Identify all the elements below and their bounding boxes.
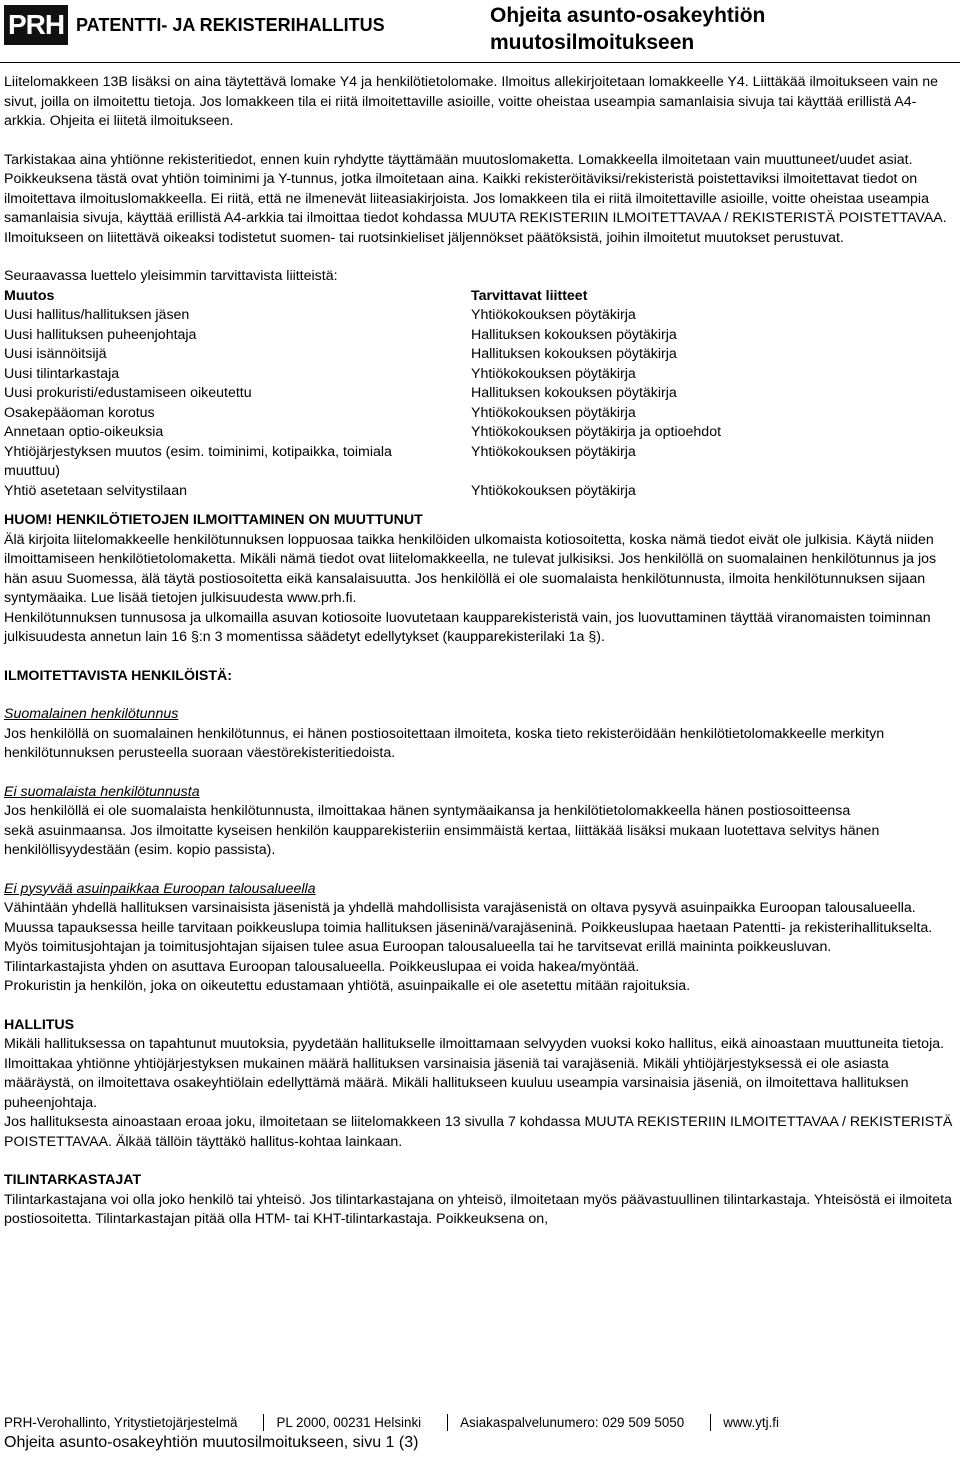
attachment-item: Yhtiökokouksen pöytäkirja ja optioehdot	[471, 424, 722, 440]
logo-text: PATENTTI- JA REKISTERIHALLITUS	[76, 14, 385, 35]
footer-contact	[4, 1414, 958, 1431]
persons-title: ILMOITETTAVISTA HENKILÖISTÄ:	[4, 667, 233, 684]
footer-separator	[263, 1414, 264, 1431]
attachment-item: Hallituksen kokouksen pöytäkirja	[471, 346, 677, 362]
eea-paragraph-1: Vähintään yhdellä hallituksen varsinaisista jäsenistä ja yhdellä mahdollisista varajäsenistä on oltava pysyvä asuinpaikka Euroopan talousalueella. Muussa tapauksessa heille tarvitaan poikkeuslupa toimia hallituksen jäseninä/varajäseninä. Poikkeuslupaa haetaan Patentti- ja rekisterihallitukselta.	[4, 900, 933, 936]
attachments-table	[4, 287, 958, 502]
attachments-header: Tarvittavat liitteet	[471, 287, 588, 304]
attachments-column	[471, 287, 951, 502]
document-title-line1: Ohjeita asunto-osakeyhtiön	[490, 4, 766, 27]
page-number: Ohjeita asunto-osakeyhtiön muutosilmoitukseen, sivu 1 (3)	[4, 1434, 419, 1451]
attachment-item: Yhtiökokouksen pöytäkirja	[471, 307, 636, 323]
page-header	[0, 0, 960, 58]
finnish-id-title: Suomalainen henkilötunnus	[4, 706, 179, 722]
attachment-item: Yhtiökokouksen pöytäkirja	[471, 365, 636, 382]
document-title-line2: muutosilmoitukseen	[490, 31, 695, 54]
huom-paragraph-1: Älä kirjoita liitelomakkeelle henkilötunnuksen loppuosaa taikka henkilöiden ulkomaista kotiosoitetta, koska nämä tiedot eivät ole julkisia. Käytä niiden ilmoittamiseen henkilötietolomaketta. Mikäli nämä tiedot ovat liitelomakkeella, ne tulevat julkisiksi. Jos henkilöllä on suomalainen henkilötunnus ja jos hän asuu Suomessa, älä täytä postiosoitetta eikä kansalaisuutta. Jos henkilöllä ei ole suomalaista henkilötunnusta, ilmoita henkilötunnuksen sijaan syntymäaika. Lue lisää tietojen julkisuudesta www.prh.fi.	[4, 531, 937, 606]
board-paragraph-1: Mikäli hallituksessa on tapahtunut muutoksia, pyydetään hallitukselle ilmoittamaan selvyyden vuoksi koko hallitus, eikä ainoastaan muuttuneita tietoja. Ilmoittakaa yhtiönne yhtiöjärjestyksen mukainen määrä hallituksen varsinaisia jäseniä tai varajäseniä. Mikäli yhtiöjärjestyksessä ei ole asiasta määräystä, on ilmoitettava osakeyhtiölain edellyttämä määrä. Mikäli hallitukseen kuuluu useampia varsinaisia jäseniä, on ilmoitettava hallituksen puheenjohtaja.	[4, 1036, 945, 1111]
no-finnish-id-title: Ei suomalaista henkilötunnusta	[4, 783, 200, 800]
eea-paragraph-3: Tilintarkastajista yhden on asuttava Euroopan talousalueella. Poikkeuslupaa ei voida hakea/myöntää.	[4, 958, 640, 975]
change-item: Uusi tilintarkastaja	[4, 365, 120, 382]
change-item: Uusi hallituksen puheenjohtaja	[4, 326, 197, 343]
attachment-item: Hallituksen kokouksen pöytäkirja	[471, 326, 677, 343]
change-item: Uusi prokuristi/edustamiseen oikeutettu	[4, 385, 252, 401]
eea-paragraph-4: Prokuristin ja henkilön, joka on oikeutettu edustamaan yhtiötä, asuinpaikalle ei ole asetettu mitään rajoituksia.	[4, 978, 691, 994]
footer-separator	[447, 1414, 448, 1431]
change-item: Osakepääoman korotus	[4, 404, 155, 421]
no-finnish-id-text-1: Jos henkilöllä ei ole suomalaista henkilötunnusta, ilmoittakaa hänen syntymäaikansa ja henkilötietolomakkeella hänen postiosoitteensa	[4, 803, 851, 819]
attachment-item: Yhtiökokouksen pöytäkirja	[471, 443, 636, 460]
no-finnish-id-text-2: sekä asuinmaansa. Jos ilmoitatte kyseisen henkilön kaupparekisteriin ensimmäistä kertaa, liittäkää lisäksi mukaan luotettava selvitys hänen henkilöllisyydestään (esim. kopio passista).	[4, 822, 880, 858]
huom-title: HUOM! HENKILÖTIETOJEN ILMOITTAMINEN ON MUUTTUNUT	[4, 512, 423, 528]
change-item: Yhtiöjärjestyksen muutos (esim. toiminimi, kotipaikka, toimiala muuttuu)	[4, 443, 392, 479]
intro-paragraph-1: Liitelomakkeen 13B lisäksi on aina täytettävä lomake Y4 ja henkilötietolomake. Ilmoitus allekirjoitetaan lomakkeelle Y4. Liittäkää ilmoitukseen vain ne sivut, joilla on ilmoitettu tietoja. Jos lomakkeen tila ei riitä ilmoitettaville asioille, voitte oheistaa useampia samanlaisia sivuja tai käyttää erillistä A4-arkkia. Ohjeita ei liitetä ilmoitukseen.	[4, 74, 938, 129]
auditors-paragraph-1: Tilintarkastajana voi olla joko henkilö tai yhteisö. Jos tilintarkastajana on yhteisö, ilmoitetaan myös päävastuullinen tilintarkastaja. Yhteisöstä ei ilmoiteta postiosoitetta. Tilintarkastajan pitää olla HTM- tai KHT-tilintarkastaja. Poikkeuksena on,	[4, 1191, 952, 1227]
attachments-intro: Seuraavassa luettelo yleisimmin tarvittavista liitteistä:	[4, 268, 338, 284]
attachment-item: Yhtiökokouksen pöytäkirja	[471, 404, 636, 421]
document-body	[4, 73, 958, 1230]
footer-address: PL 2000, 00231 Helsinki	[276, 1415, 422, 1430]
change-item: Yhtiö asetetaan selvitystilaan	[4, 482, 187, 499]
footer-phone: Asiakaspalvelunumero: 029 509 5050	[460, 1415, 685, 1430]
footer-web-link[interactable]: www.ytj.fi	[723, 1415, 780, 1430]
auditors-title: TILINTARKASTAJAT	[4, 1172, 142, 1188]
footer-org: PRH-Verohallinto, Yritystietojärjestelmä	[4, 1415, 238, 1430]
huom-paragraph-2: Henkilötunnuksen tunnusosa ja ulkomailla asuvan kotiosoite luovutetaan kaupparekisteristä vain, jos luovuttaminen täyttää viranomaisten toiminnan julkisuudesta annetun lain 16 §:n 3 momentissa säädetyt edellytykset (kaupparekisterilaki 1a §).	[4, 609, 931, 645]
finnish-id-text: Jos henkilöllä on suomalainen henkilötunnus, ei hänen postiosoitettaan ilmoiteta, koska tieto rekisteröidään henkilötietolomakkeelle merkityn henkilötunnuksen perusteella suoraan väestörekisteritiedoista.	[4, 725, 885, 761]
attachment-item: Yhtiökokouksen pöytäkirja	[471, 482, 636, 499]
board-title: HALLITUS	[4, 1016, 75, 1033]
change-item: Uusi isännöitsijä	[4, 346, 107, 362]
change-item: Annetaan optio-oikeuksia	[4, 424, 164, 440]
footer-separator	[710, 1414, 711, 1431]
prh-logo	[4, 5, 385, 45]
eea-title: Ei pysyvää asuinpaikkaa Euroopan talousalueella	[4, 880, 316, 897]
board-paragraph-2: Jos hallituksesta ainoastaan eroaa joku, ilmoitetaan se liitelomakkeen 13 sivulla 7 kohdassa MUUTA REKISTERIIN ILMOITETTAVAA / REKISTERISTÄ POISTETTAVAA. Älkää tällöin täyttäkö hallitus-kohtaa lainkaan.	[4, 1114, 953, 1150]
changes-header: Muutos	[4, 287, 55, 304]
eea-paragraph-2: Myös toimitusjohtajan ja toimitusjohtajan sijaisen tulee asua Euroopan talousalueella tai he tarvitsevat erillä maininta poikkeusluvan.	[4, 939, 832, 955]
logo-mark: PRH	[4, 5, 68, 45]
intro-paragraph-3: Ilmoitukseen on liitettävä oikeaksi todistetut suomen- tai ruotsinkieliset jäljennökset päätöksistä, joihin ilmoitetut muutokset perustuvat.	[4, 229, 844, 246]
attachment-item: Hallituksen kokouksen pöytäkirja	[471, 385, 677, 401]
changes-column	[4, 287, 471, 502]
change-item: Uusi hallitus/hallituksen jäsen	[4, 307, 190, 323]
document-title	[490, 2, 765, 56]
intro-paragraph-2: Tarkistakaa aina yhtiönne rekisteritiedot, ennen kuin ryhdytte täyttämään muutoslomaketta. Lomakkeella ilmoitetaan vain muuttuneet/uudet asiat. Poikkeuksena tästä ovat yhtiön toiminimi ja Y-tunnus, jotka ilmoitetaan aina. Kaikki rekisteröitäviksi/rekisteristä poistettaviksi ilmoitettavat tiedot on ilmoitettava ilmoituslomakkeella. Ei riitä, että ne ilmenevät liiteasiakirjoista. Jos lomakkeen tila ei riitä ilmoitettaville asioille, voitte oheistaa useampia samanlaisia sivuja, käyttää erillistä A4-arkkia tai ilmoittaa tiedot kohdassa MUUTA REKISTERIIN ILMOITETTAVAA / REKISTERISTÄ POISTETTAVAA.	[4, 151, 947, 226]
header-divider	[0, 62, 960, 63]
